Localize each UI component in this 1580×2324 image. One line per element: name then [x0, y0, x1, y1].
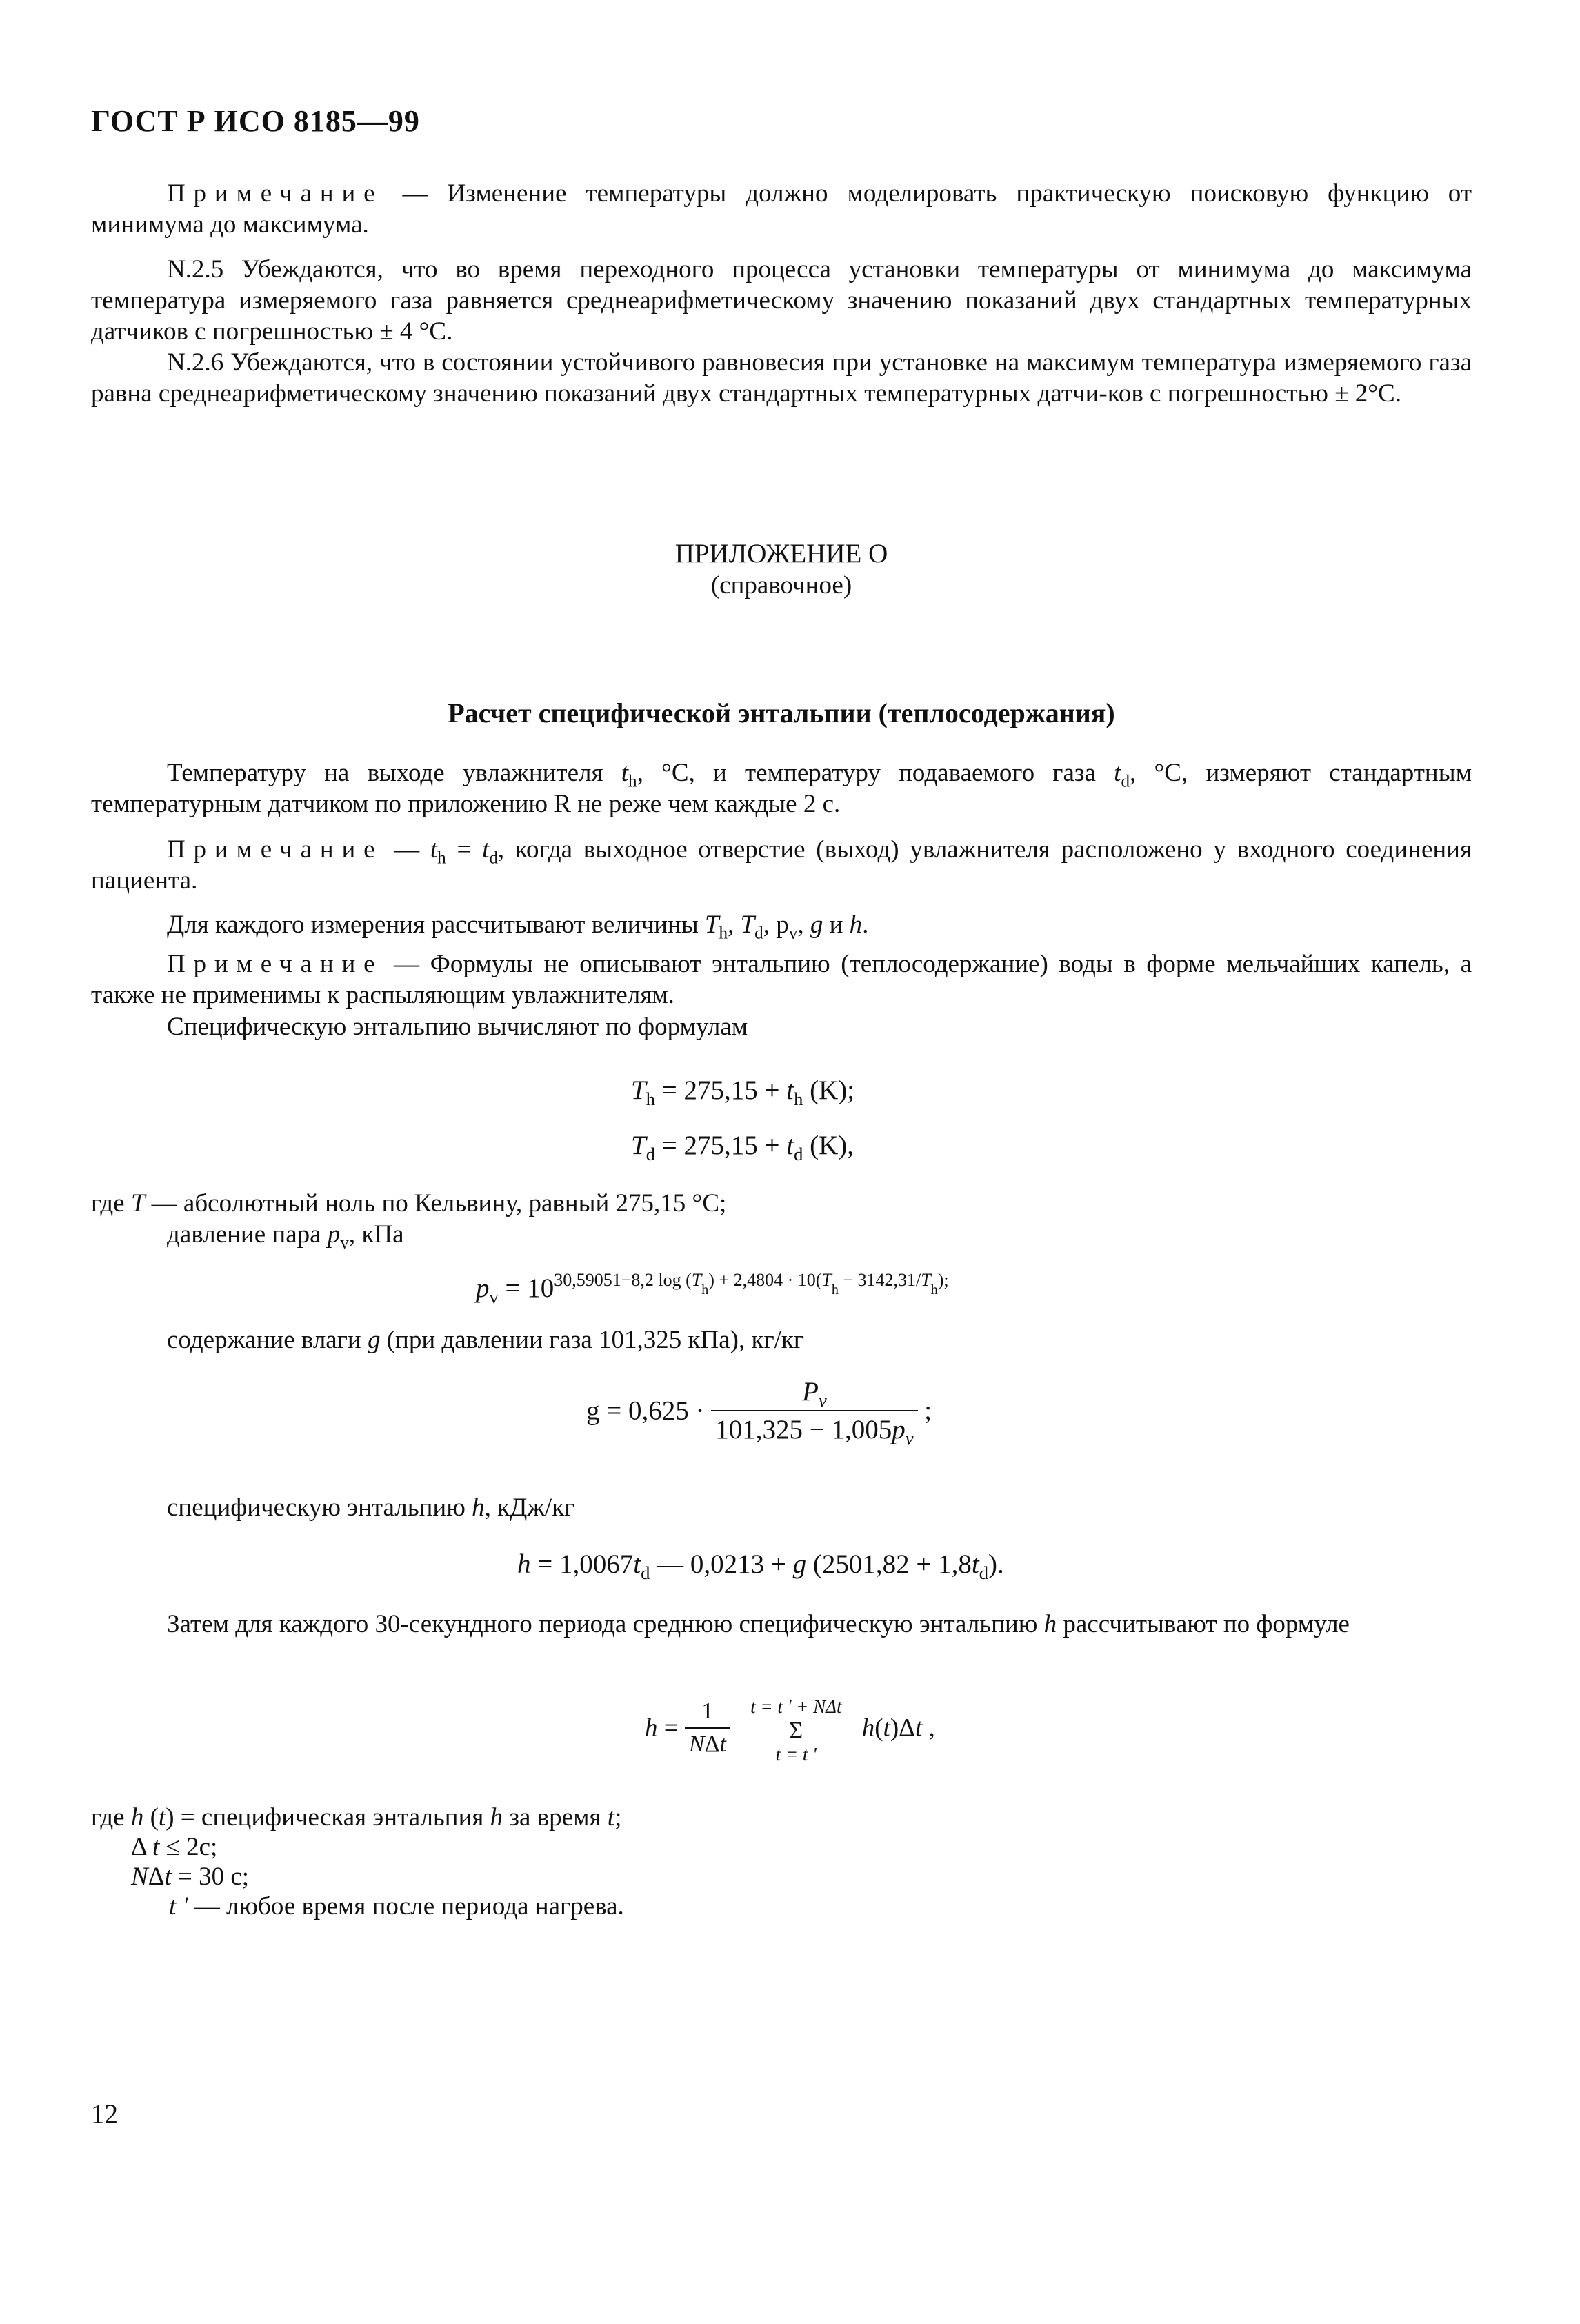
formula-Td: $T_d = 275,15 + t_d$ (K), [631, 1131, 854, 1164]
annex-title: ПРИЛОЖЕНИЕ О [674, 539, 888, 568]
note-label: Примечание [167, 179, 383, 208]
text-span: Температуру на выходе увлажнителя [167, 759, 621, 787]
vapor-pressure-label: давление пара $p_v$, кПа [167, 1220, 404, 1253]
paragraph-n25: N.2.5 Убеждаются, что во время переходного процесса установки температуры от минимума до максимума температура измеряемого газа равняется среднеарифметическому значению показаний двух стандартных температурных датчиков с погрешностью ± 4 °С. [91, 255, 1472, 346]
formula-g: g = 0,625 · $\frac{P_v}{101,325 - 1,005p_v}$ ; [586, 1377, 932, 1449]
note-text: , когда выходное отверстие (выход) увлажнителя расположено у входного соединения пациента. [91, 835, 1472, 895]
formula-h: $h = 1,0067t_d$ — 0,0213 + g $(2501,82 + 1,8t_d)$. [517, 1549, 1004, 1583]
condition-ndt: NΔt = 30 с; [131, 1863, 250, 1891]
text-span: , °С, измеряют стандартным температурным датчиком по приложению R не реже чем каждые 2 с. [91, 759, 1472, 818]
text-span: Для каждого измерения рассчитывают величины [167, 911, 705, 939]
page-header-title: ГОСТ Р ИСО 8185—99 [91, 104, 420, 138]
enthalpy-label: специфическую энтальпию h, кДж/кг [167, 1493, 575, 1522]
text-span: , °С, и температуру подаваемого газа [637, 759, 1114, 787]
formula-Th: $T_h = 275,15 + t_h$ (K); [631, 1075, 855, 1109]
moisture-label: содержание влаги g (при давлении газа 101,325 кПа), кг/кг [167, 1326, 805, 1354]
paragraph-quantities: Для каждого измерения рассчитывают величины $T_h$, $T_d$, $p_v$, g и h. [167, 911, 869, 943]
note-label: Примечание [167, 950, 383, 978]
annex-heading: Расчет специфической энтальпии (теплосодержания) [448, 697, 1115, 728]
condition-tprime: t ' — любое время после периода нагрева. [169, 1892, 624, 1920]
formula-sum: h = $\frac{1}{\text{NΔt}}$ t = t ' + NΔt Σ t = t ' h(t)Δt , [645, 1696, 935, 1765]
var-th: t [621, 759, 628, 787]
note-text: — Формулы не описывают энтальпию (теплосодержание) воды в форме мельчайших капель, а также не применимы к распыляющим увлажнителям. [91, 950, 1472, 1009]
note-paragraph-1 [91, 178, 1472, 240]
paragraph-temperature: Температуру на выходе увлажнителя $t_h$, °С, и температуру подаваемого газа $t_d$, °С, измеряют стандартным температурным датчиком по приложению R не реже чем каждые 2 с. [91, 759, 1472, 818]
page-number: 12 [91, 2099, 118, 2129]
paragraph-average: Затем для каждого 30-секундного периода среднюю специфическую энтальпию h рассчитывают по формуле [167, 1610, 1350, 1638]
note-text: — Изменение температуры должно моделировать практическую поисковую функцию от минимума до максимума. [91, 179, 1472, 239]
note-paragraph-2: Примечание — $t_h = t_d$, когда выходное отверстие (выход) увлажнителя расположено у входного соединения пациента. [91, 835, 1472, 895]
var-td: t [1114, 759, 1121, 787]
note-label: Примечание [167, 835, 383, 864]
condition-dt: Δ t ≤ 2с; [131, 1833, 218, 1861]
formula-pv: $p_v = 10^{30,59051-8,2 log (T_h) + 2,4804 \cdot 10(T_h - 3142,31/T_h);}$ [476, 1270, 949, 1307]
where-T: где T — абсолютный ноль по Кельвину, равный 275,15 °С; [91, 1189, 727, 1218]
paragraph-n26: N.2.6 Убеждаются, что в состоянии устойчивого равновесия при установке на максимум температура измеряемого газа равна среднеарифметическому значению показаний двух стандартных температурных датчи-ков с погрешностью ± 2°С. [91, 348, 1472, 408]
note-paragraph-3 [91, 949, 1472, 1011]
annex-status: (справочное) [710, 571, 852, 599]
paragraph-formulas-intro: Специфическую энтальпию вычисляют по формулам [167, 1013, 748, 1041]
where-h: где h (t) = специфическая энтальпия h за время t; [91, 1803, 622, 1831]
